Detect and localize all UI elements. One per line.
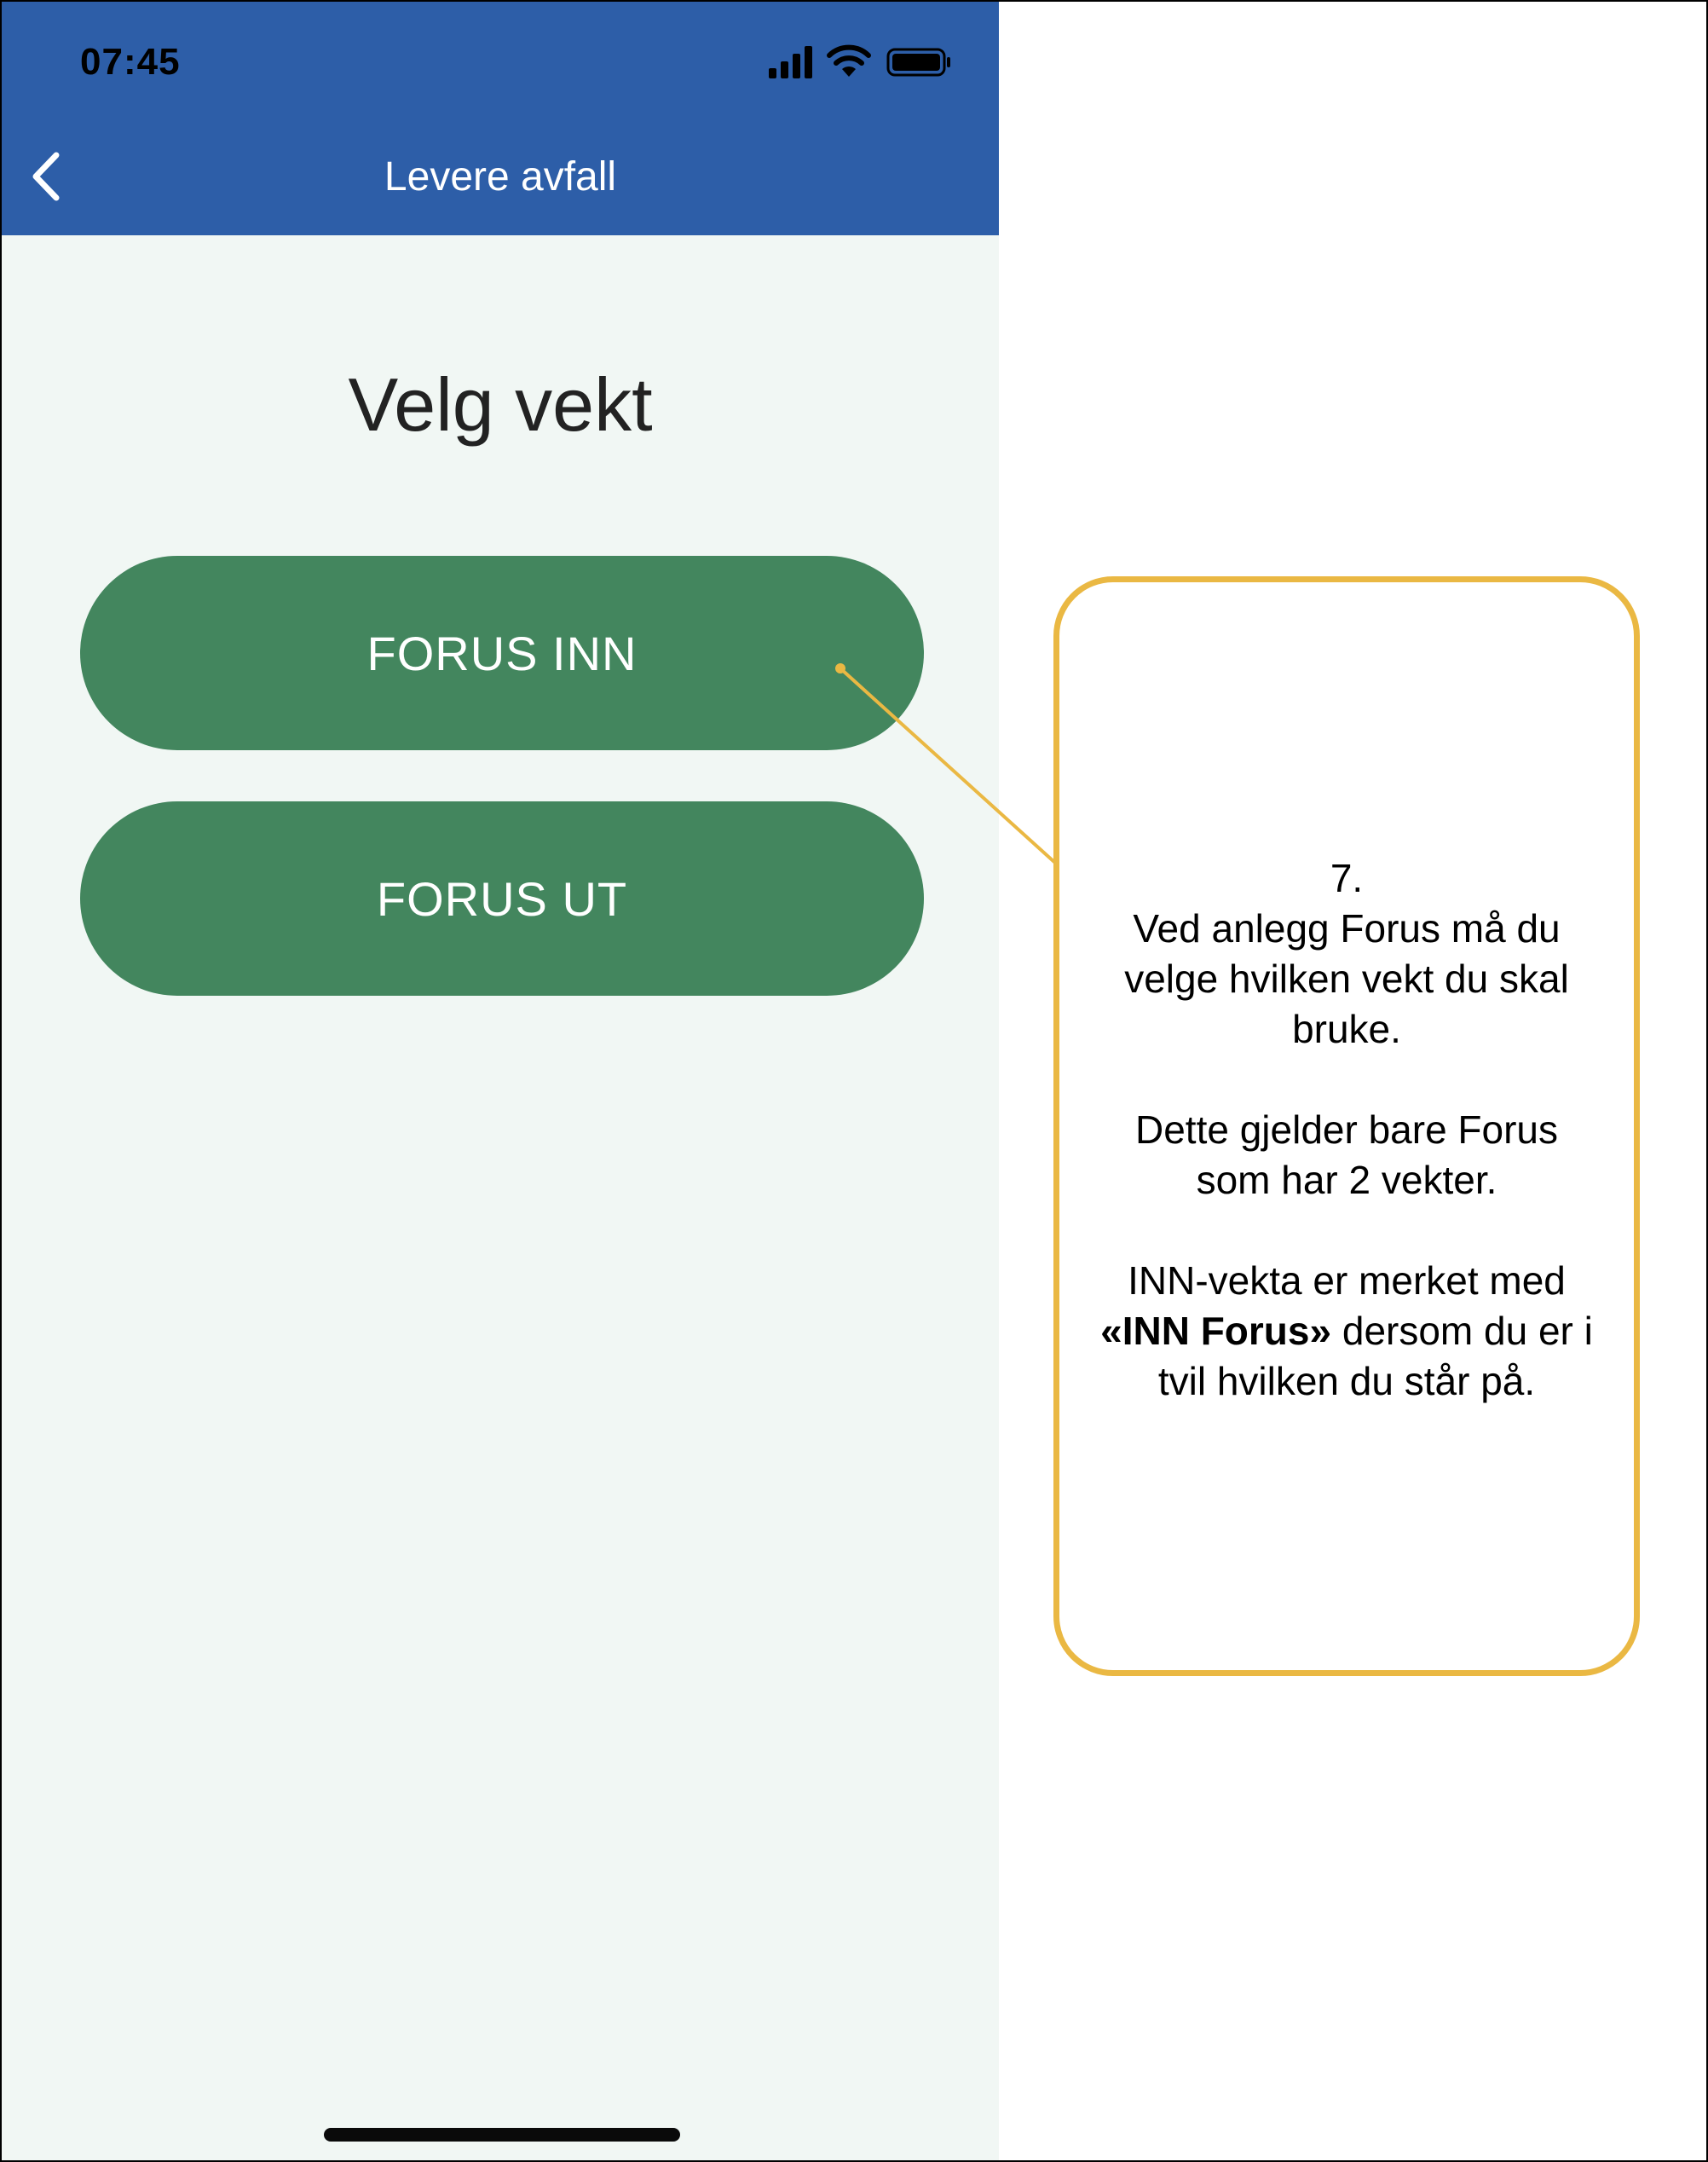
callout-paragraph-2: Dette gjelder bare Forus som har 2 vekter. xyxy=(1134,1107,1559,1202)
forus-inn-button[interactable] xyxy=(80,556,924,750)
forus-inn-label: FORUS INN xyxy=(366,626,638,680)
callout-paragraph-3-post: dersom du er i tvil hvilken du står på. xyxy=(1157,1309,1593,1403)
forus-ut-button[interactable] xyxy=(80,801,924,996)
callout-paragraph-3-bold: «INN Forus» xyxy=(1100,1309,1332,1353)
callout-text xyxy=(1059,853,1634,1407)
signal-icon xyxy=(769,44,816,78)
callout-paragraph-1: Ved anlegg Forus må du velge hvilken vekt du skal bruke. xyxy=(1124,906,1569,1051)
callout-paragraph-3 xyxy=(1059,1256,1634,1407)
page-title: Velg vekt xyxy=(348,362,653,447)
callout-step: 7. xyxy=(1330,856,1364,900)
wifi-icon xyxy=(827,44,871,78)
callout-paragraph-3-pre: INN-vekta er merket med xyxy=(1128,1258,1566,1303)
forus-ut-label: FORUS UT xyxy=(376,871,628,926)
phone-screen xyxy=(2,2,999,2160)
annotation-callout xyxy=(1053,576,1640,1676)
battery-icon xyxy=(886,44,955,78)
nav-title: Levere avfall xyxy=(384,154,617,199)
status-time: 07:45 xyxy=(80,41,181,83)
app-header xyxy=(2,2,999,235)
home-indicator xyxy=(324,2128,680,2142)
